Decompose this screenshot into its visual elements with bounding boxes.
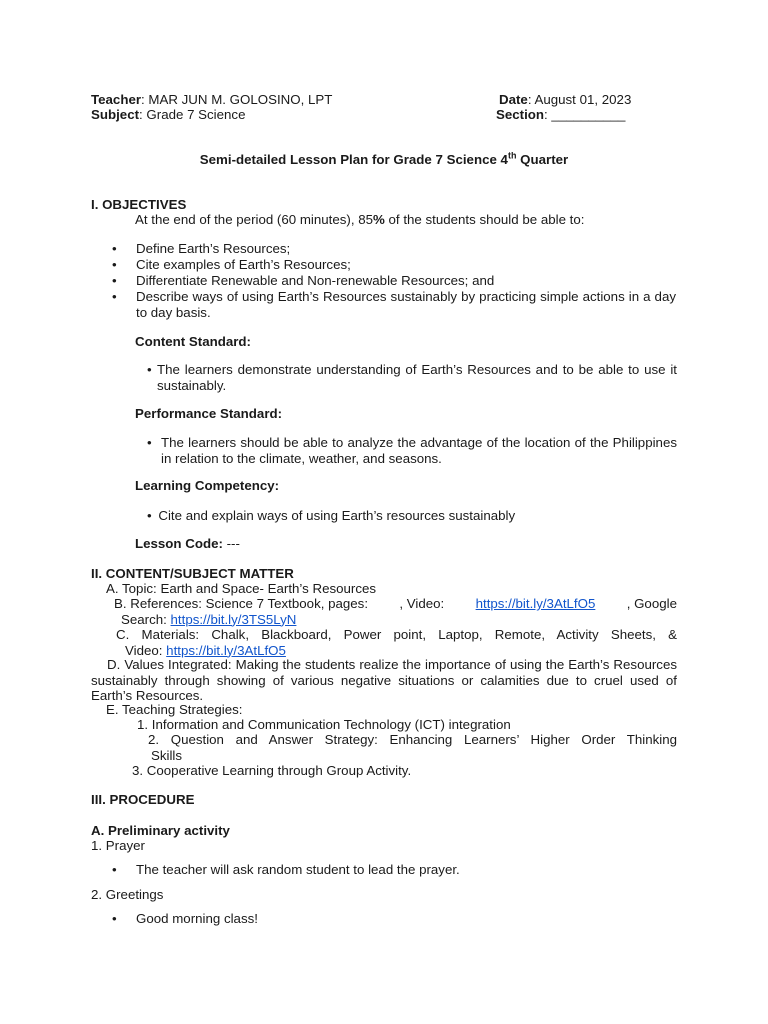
objectives-percent: % [373, 212, 385, 227]
bullet-icon: • [147, 362, 152, 377]
procedure-heading: III. PROCEDURE [91, 792, 195, 807]
teacher-label: Teacher [91, 92, 142, 107]
strategy-text-cont: Skills [151, 747, 183, 763]
objectives-heading: I. OBJECTIVES [91, 197, 187, 212]
section-label: Section [496, 107, 545, 122]
content-standard-item [147, 362, 677, 393]
subject-line [91, 107, 245, 123]
date-value: : August 01, 2023 [527, 92, 632, 107]
objective-text: Cite examples of Earth’s Resources; [136, 257, 351, 272]
objective-item [112, 289, 676, 320]
learning-competency-heading: Learning Competency: [135, 478, 280, 493]
objectives-intro-text: At the end of the period (60 minutes), 85 [135, 212, 374, 227]
prayer-item [112, 862, 460, 878]
materials-video-label: Video: [125, 642, 163, 658]
performance-standard-text: The learners should be able to analyze the advantage of the location of the Philippines in relation to the climate, weather, and seasons. [161, 435, 677, 466]
greetings-text: Good morning class! [136, 911, 258, 926]
content-standard-heading: Content Standard: [135, 334, 251, 349]
content-materials [116, 627, 677, 658]
references-search-link[interactable]: https://bit.ly/3TS5LyN [170, 611, 297, 627]
learning-competency-item [147, 508, 515, 524]
performance-standard-item [147, 435, 677, 466]
prayer-heading: 1. Prayer [91, 838, 145, 853]
lesson-code-label: Lesson Code: [135, 536, 223, 551]
teacher-line [91, 92, 332, 108]
strategy-item: 1. Information and Communication Technology (ICT) integration [137, 717, 511, 732]
section-value: : __________ [544, 107, 626, 122]
content-references [114, 596, 677, 627]
bullet-icon: • [147, 508, 152, 523]
content-values: D. Values Integrated: Making the students realize the importance of using the Earth’s Resources sustainably through showing of various negative situations or calamities due to cruel used of Earth’s Resources. [91, 657, 677, 703]
objective-text: Define Earth’s Resources; [136, 241, 291, 256]
preliminary-heading: A. Preliminary activity [91, 823, 230, 838]
objective-text: • Describe ways of using Earth’s Resources sustainably by practicing simple actions in a day to day basis. [136, 289, 676, 320]
content-strategies-heading: E. Teaching Strategies: [106, 702, 243, 717]
references-line-1 [114, 596, 677, 612]
materials-video-link[interactable]: https://bit.ly/3AtLfO5 [166, 642, 286, 658]
content-heading: II. CONTENT/SUBJECT MATTER [91, 566, 294, 581]
learning-competency-text: Cite and explain ways of using Earth’s resources sustainably [158, 508, 516, 523]
prayer-text: The teacher will ask random student to lead the prayer. [136, 862, 460, 877]
greetings-heading: 2. Greetings [91, 887, 164, 902]
lesson-code-value: --- [226, 536, 240, 551]
objective-item [112, 273, 494, 289]
references-google-label: , Google [626, 596, 677, 611]
lesson-code-line [135, 536, 240, 552]
strategy-item: 3. Cooperative Learning through Group Activity. [132, 763, 412, 778]
teacher-value: : MAR JUN M. GOLOSINO, LPT [141, 92, 333, 107]
content-standard-text: The learners demonstrate understanding of Earth’s Resources and to be able to use it sustainably. [157, 362, 677, 393]
bullet-icon: • [147, 435, 152, 450]
subject-value: : Grade 7 Science [139, 107, 246, 122]
date-line [499, 92, 631, 108]
objectives-intro-rest: of the students should be able to: [384, 212, 585, 227]
objective-item [112, 257, 351, 273]
performance-standard-heading: Performance Standard: [135, 406, 283, 421]
title-suffix: Quarter [516, 152, 569, 167]
references-text: B. References: Science 7 Textbook, pages: [114, 596, 369, 611]
greetings-item [112, 911, 258, 927]
section-line [496, 107, 625, 123]
title-main: Semi-detailed Lesson Plan for Grade 7 Science 4 [199, 152, 508, 167]
materials-line-2 [125, 643, 677, 659]
objectives-intro [135, 212, 584, 228]
references-video-link[interactable]: https://bit.ly/3AtLfO5 [475, 596, 596, 611]
references-line-2 [121, 612, 677, 628]
content-topic: A. Topic: Earth and Space- Earth’s Resources [106, 581, 377, 596]
date-label: Date [499, 92, 528, 107]
materials-line-1: C. Materials: Chalk, Blackboard, Power point, Laptop, Remote, Activity Sheets, & [116, 627, 677, 642]
title-superscript: th [507, 150, 517, 161]
subject-label: Subject [91, 107, 140, 122]
objective-item [112, 241, 290, 257]
objective-text: Differentiate Renewable and Non-renewable Resources; and [136, 273, 495, 288]
references-search-label: Search: [121, 611, 167, 627]
strategy-text: 2. Question and Answer Strategy: Enhancing Learners’ Higher Order Thinking [148, 732, 677, 747]
references-video-label: , Video: [399, 596, 445, 611]
strategy-item [148, 732, 677, 763]
document-title [0, 152, 768, 168]
